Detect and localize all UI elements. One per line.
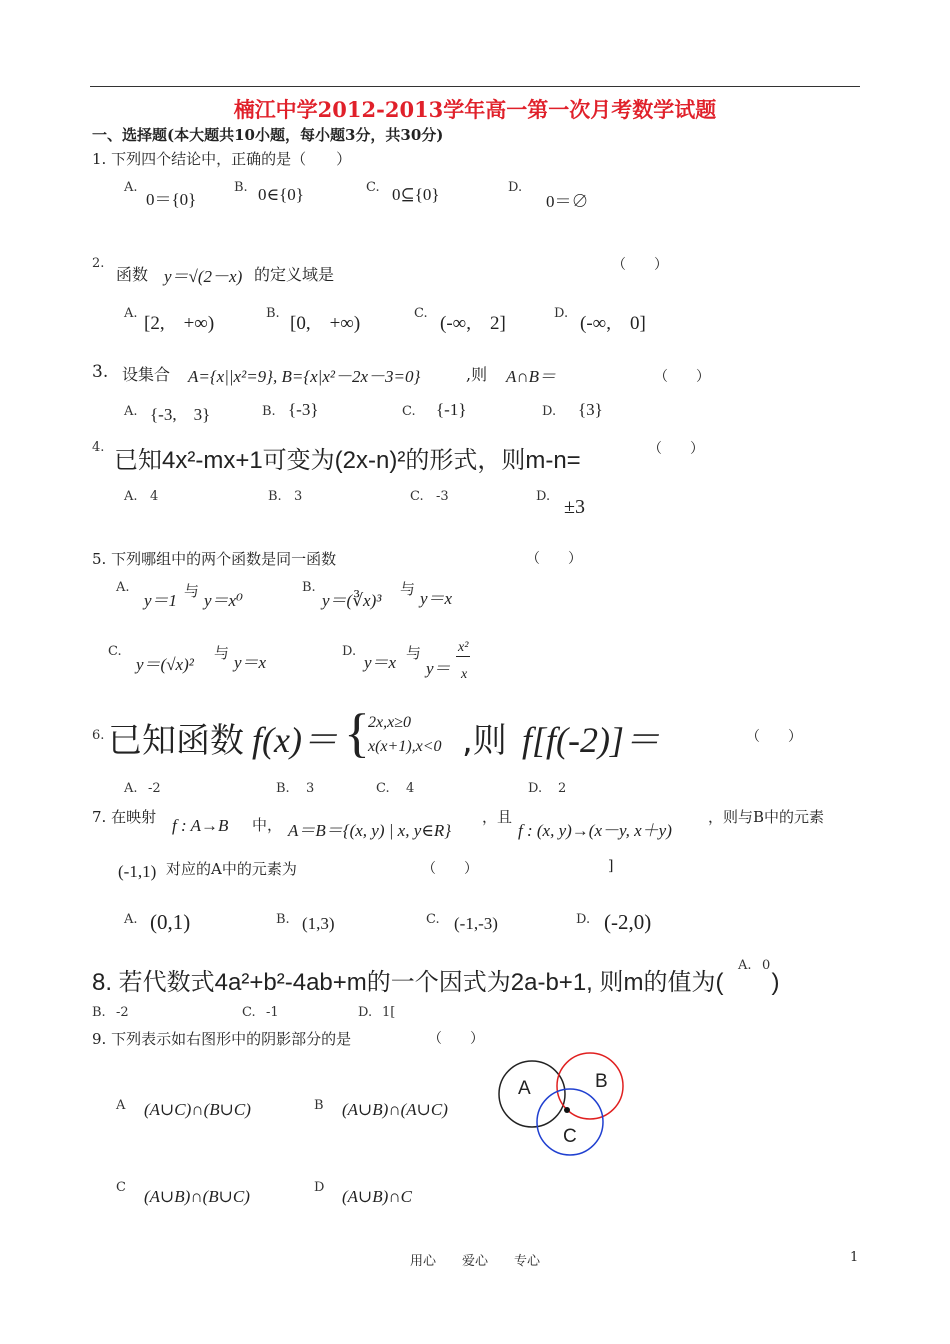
q7-t4: 对应的A中的元素为: [166, 860, 297, 878]
q4-c: -3: [436, 489, 449, 504]
q8-d-label: D.: [358, 1005, 373, 1020]
q8-d: 1[: [382, 1005, 396, 1020]
q9-d: (A∪B)∩C: [342, 1187, 412, 1206]
q6-ask: f[f(-2)]＝: [522, 720, 660, 760]
q3-formula2: A∩B＝: [506, 367, 557, 386]
q6-case1: 2x,x≥0: [368, 714, 411, 731]
q1-a-label: A.: [124, 180, 138, 195]
q8-b-label: B.: [92, 1005, 106, 1020]
q6-stem-post: ,则: [462, 721, 507, 761]
q3-d: {3}: [578, 400, 603, 419]
q2-c: (-∞, 2]: [440, 313, 506, 334]
q5-b-label: B.: [302, 580, 316, 595]
q8-b: -2: [116, 1005, 129, 1020]
q2-d: (-∞, 0]: [580, 313, 646, 334]
q6-a-label: A.: [124, 781, 138, 796]
q4-a-label: A.: [124, 489, 138, 504]
q9-c: (A∪B)∩(B∪C): [144, 1187, 250, 1206]
q8-c: -1: [266, 1005, 279, 1020]
q4-d: ±3: [564, 496, 585, 518]
q5-d1: y＝x: [364, 653, 397, 672]
q5-a-mid: 与: [184, 582, 200, 600]
q5-paren: （ ）: [526, 551, 582, 567]
q5-stem: 5. 下列哪组中的两个函数是同一函数: [92, 550, 337, 568]
q3-d-label: D.: [542, 404, 557, 419]
q4-a: 4: [150, 489, 159, 504]
q4-d-label: D.: [536, 489, 551, 504]
q5-d-label: D.: [342, 644, 357, 659]
q5-d2-den: x: [461, 667, 468, 682]
q4-c-label: C.: [410, 489, 424, 504]
q5-d2-pre: y＝: [426, 659, 451, 678]
q5-c-label: C.: [108, 644, 122, 659]
q5-a-label: A.: [116, 580, 130, 595]
q8-a: 0: [762, 958, 771, 973]
q7-map: f : A→B: [172, 816, 229, 835]
q3-paren: （ ）: [654, 369, 710, 385]
venn-label-a: A: [518, 1078, 531, 1099]
section-heading: 一、选择题(本大题共10小题，每小题3分，共30分): [92, 126, 444, 144]
q9-a: (A∪C)∩(B∪C): [144, 1100, 251, 1119]
q2-d-label: D.: [554, 306, 569, 321]
q6-brace: {: [344, 703, 370, 763]
q7-bracket: ]: [608, 858, 614, 874]
q9-d-label: D: [314, 1180, 325, 1195]
q2-stem-post: 的定义域是: [254, 265, 335, 284]
q1-b: 0∈{0}: [258, 185, 304, 204]
venn-label-c: C: [563, 1126, 577, 1147]
q3-b-label: B.: [262, 404, 276, 419]
q5-a2: y＝x⁰: [204, 591, 243, 610]
q7-t2: ，且: [482, 808, 513, 826]
venn-circle-a: [499, 1061, 565, 1127]
q7-stem-pre: 7. 在映射: [92, 808, 157, 826]
q5-b1: y＝(∛x)³: [322, 591, 382, 610]
q7-b: (1,3): [302, 914, 335, 933]
q6-num: 6.: [92, 728, 105, 743]
q7-a: (0,1): [150, 910, 191, 934]
q2-num: 2.: [92, 256, 105, 271]
q4-b-label: B.: [268, 489, 282, 504]
header-rule: [90, 86, 860, 87]
q1-c: 0⊆{0}: [392, 185, 440, 204]
q6-stem-pre: 已知函数: [108, 721, 244, 761]
q5-d2-num: x²: [458, 640, 469, 655]
q1-c-label: C.: [366, 180, 380, 195]
q6-f: f(x)＝: [252, 720, 338, 760]
q4-num: 4.: [92, 440, 105, 455]
venn-shaded-region: [564, 1107, 570, 1113]
q3-formula: A={x||x²=9}, B={x|x²－2x－3=0}: [188, 367, 421, 386]
q1-d: 0＝∅: [546, 192, 589, 211]
q3-a-label: A.: [124, 404, 138, 419]
q8-c-label: C.: [242, 1005, 256, 1020]
q7-c-label: C.: [426, 912, 440, 927]
q1-b-label: B.: [234, 180, 248, 195]
q8-stem: 8. 若代数式4a²+b²-4ab+m的一个因式为2a-b+1, 则m的值为( ): [92, 969, 780, 996]
q9-b: (A∪B)∩(A∪C): [342, 1100, 448, 1119]
q7-point: (-1,1): [118, 862, 157, 881]
q2-paren: （ ）: [612, 257, 668, 273]
q3-num: 3.: [92, 362, 109, 382]
q6-b: 3: [306, 781, 315, 796]
q7-t3: ，则与B中的元素: [708, 808, 825, 826]
page-title: 楠江中学2012-2013学年高一第一次月考数学试题: [233, 97, 717, 122]
q2-b-label: B.: [266, 306, 280, 321]
q3-stem-post: ,则: [466, 365, 488, 384]
q7-a-label: A.: [124, 912, 138, 927]
q7-b-label: B.: [276, 912, 290, 927]
q5-b-mid: 与: [400, 580, 416, 598]
q9-paren: （ ）: [428, 1031, 484, 1047]
q4-b: 3: [294, 489, 303, 504]
q7-c: (-1,-3): [454, 914, 498, 933]
venn-label-b: B: [595, 1071, 608, 1092]
q6-b-label: B.: [276, 781, 290, 796]
footer-center: 用心 爱心 专心: [409, 1254, 540, 1269]
q1-a: 0＝{0}: [146, 190, 197, 209]
q3-a: {-3, 3}: [150, 405, 211, 424]
q5-b2: y＝x: [420, 589, 453, 608]
q8-a-label: A.: [738, 958, 752, 973]
q6-d: 2: [558, 781, 567, 796]
q2-formula: y＝√(2－x): [164, 267, 243, 286]
q7-t1: 中，: [252, 816, 283, 834]
q7-sets: A＝B＝{(x, y) | x, y∈R}: [288, 821, 452, 840]
q9-c-label: C: [116, 1180, 126, 1195]
q5-d-mid: 与: [406, 644, 422, 662]
q3-stem-pre: 设集合: [122, 365, 171, 384]
q7-rule: f : (x, y)→(x－y, x＋y): [518, 821, 672, 840]
q2-a: [2, +∞): [144, 313, 215, 334]
q6-c: 4: [406, 781, 415, 796]
q6-c-label: C.: [376, 781, 390, 796]
q6-d-label: D.: [528, 781, 543, 796]
q5-c2: y＝x: [234, 653, 267, 672]
q5-a1: y＝1: [144, 591, 178, 610]
q2-stem-pre: 函数: [116, 265, 149, 284]
q3-b: {-3}: [288, 400, 319, 419]
q2-b: [0, +∞): [290, 313, 361, 334]
q6-a: -2: [148, 781, 161, 796]
q9-stem: 9. 下列表示如右图形中的阴影部分的是: [92, 1030, 352, 1048]
q6-paren: （ ）: [746, 729, 802, 745]
q9-b-label: B: [314, 1098, 324, 1113]
q5-c-mid: 与: [214, 644, 230, 662]
q4-paren: （ ）: [648, 441, 704, 457]
q4-stem: 已知4x²-mx+1可变为(2x-n)²的形式，则m-n=: [114, 447, 581, 474]
q3-c-label: C.: [402, 404, 416, 419]
q6-case2: x(x+1),x<0: [368, 738, 442, 755]
q7-d: (-2,0): [604, 910, 652, 934]
q7-paren: （ ）: [422, 861, 478, 877]
venn-diagram: [496, 1048, 636, 1160]
q1-d-label: D.: [508, 180, 523, 195]
q1-stem: 1. 下列四个结论中，正确的是（ ）: [92, 150, 352, 168]
q5-c1: y＝(√x)²: [136, 655, 194, 674]
q3-c: {-1}: [436, 400, 467, 419]
page-number: 1: [850, 1250, 859, 1265]
q7-d-label: D.: [576, 912, 591, 927]
q2-a-label: A.: [124, 306, 138, 321]
q9-a-label: A: [116, 1098, 126, 1113]
q2-c-label: C.: [414, 306, 428, 321]
